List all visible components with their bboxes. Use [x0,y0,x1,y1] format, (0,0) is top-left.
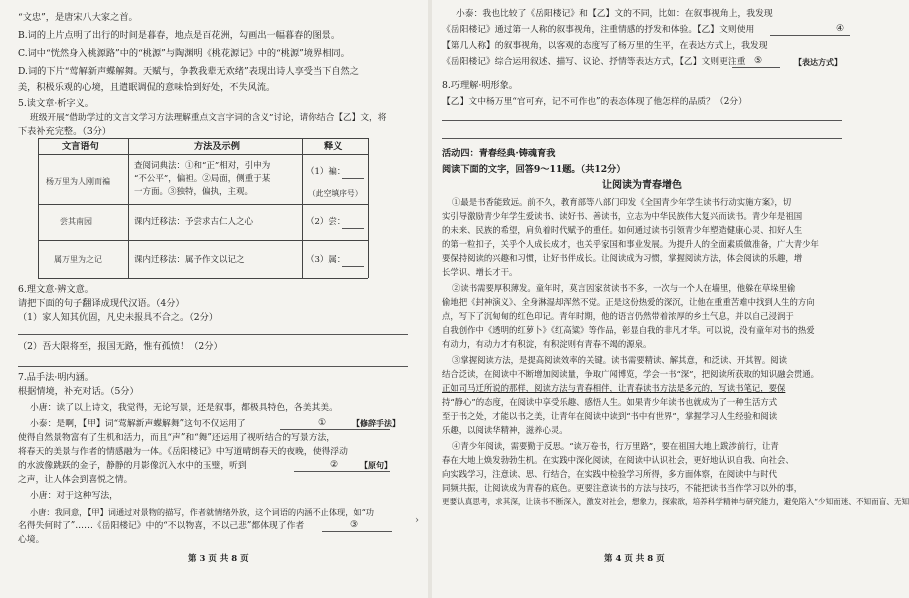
article-line: 要保持阅读的兴趣和习惯，让好书伴成长。让阅读成为习惯，掌握阅读方法，体会阅读的乐趣，增 [442,253,803,263]
article-line: 春在大地上焕发勃勃生机。在实践中深化阅读，在阅读中认识社会，更好地认识自我、向社会、 [442,455,794,465]
question-8-prompt: 【乙】文中杨万里“官可弃，记不可作也”的表态体现了他怎样的品质？（2分） [442,97,747,107]
option-c: C.词中“恍然身入桃源路”中的“桃源”与陶渊明《桃花源记》中的“桃源”境界相同。 [18,48,350,59]
question-7-title: 7.品手法·明内涵。 [18,372,94,383]
answer-line[interactable] [18,366,408,367]
question-5-title: 5.读文章·析字义。 [18,98,94,109]
dialog-line: 之声，让人体会到喜悦之情。 [18,475,133,485]
text-line: 【第几人称】的叙事视角，以客观的态度写了杨万里的生平，在表达方式上，我发现 [442,41,768,51]
text-line: 《岳阳楼记》综合运用叙述、描写、议论、抒情等表达方式，【乙】文则更注重 [442,57,746,67]
option-d: D.词的下片“莺解新声蝶解舞。天赋与，争教我辈无欢绪”表现出诗人享受当下自然之 [18,66,359,77]
table-header-phrase: 文言语句 [62,141,99,152]
article-line: 自我创作中《透明的红萝卜》《红高粱》等作品，彰显自我的非凡才华。可以说，没有童年对书的热爱 [442,325,815,335]
blank-2-number: ② [330,460,338,470]
text-line: 小泰：我也比较了《岳阳楼记》和【乙】文的不同，比如：在叙事视角上，我发现 [456,9,773,19]
question-7-prompt: 根据情境，补充对话。（5分） [18,386,139,397]
article-line: 有动力，有动力才有积淀，有积淀则有青春不竭的源泉。 [442,339,652,349]
fold-mark: › [415,515,419,526]
blank-1-hint: 【修辞手法】 [352,418,400,428]
article-line: 持“静心”的态度，在阅读中享受乐趣、感悟人生。如果青少年读书也就成为了一种生活方式 [442,397,778,407]
blank-1-number: ① [318,418,326,428]
page-footer: 第 3 页 共 8 页 [188,554,249,564]
question-6-item-1: （1）家人知其伉固，凡史未报具不合之。（2分） [18,312,219,323]
table-row-meaning: （1）褊： [306,167,346,177]
table-row-method: 课内迁移法：属予作文以记之 [134,255,245,265]
dialog-line: 的水波像跳跃的金子，静静的月影像沉入水中的玉璧，听到 [18,461,247,471]
table-row-phrase: 属万里为之记 [54,255,102,264]
article-line: 偷地把《封神演义》、全身淋湿却浑然不觉。正是这份热爱的深沉，让他在重重苦难中找到人生的方向 [442,297,815,307]
article-line: 至于书之处，才能以书之美，让青年在阅读中读到“书中有世界”，掌握学习人生经验和阅读 [442,411,778,421]
table-row-method: 查阅词典法：①和“正”相对，引申为 [134,161,271,171]
blank-4[interactable] [770,35,850,36]
article-line: 结合泛读，在阅读中不断增加阅读量，争取广闻博览，学会一书“深”，把阅读所获取的知识融会贯通。 [442,369,820,379]
article-line: 更要认真思考，求其深，让读书不断深入，激发对社会，想象力，探索欲，培养科学精神与研究能力，避免陷入“少知而迷、不知而盲、无知 [442,497,909,506]
text-line: “文忠”，是唐宋八大家之首。 [18,12,138,23]
answer-line[interactable] [18,334,408,335]
question-5-score: 下表补充完整。（3分） [18,126,112,137]
dialog-line: 心境。 [18,535,45,545]
table-row-phrase: 尝其南园 [60,217,92,226]
blank-1[interactable] [280,429,390,430]
page-4 [432,0,909,598]
dialog-line: 小唐：对于这种写法， [30,491,118,501]
article-line: 点，写下了沉甸甸的红色印记。青年时期，他的语言仍然带着浓厚的乡土气息，并以自己浸润于 [442,311,794,321]
question-6-title: 6.理文意·辨文意。 [18,284,94,295]
text-line: 《岳阳楼记》通过第一人称的叙事视角，注重情感的抒发和体验。【乙】文则使用 [442,25,755,35]
blank-5[interactable] [732,67,780,68]
question-5-prompt: 班级开展“借助学过的文言文学习方法理解重点文言字词的含义”讨论，请你结合【乙】文，将 [30,113,387,123]
dialog-line: 小唐：我同意，【甲】词通过对景物的描写，作者就情绪外放，这个词语的内涵不止体现，如“功 [30,507,374,517]
table-row-meaning: （3）属： [306,255,346,265]
table-row-meaning: （2）尝： [306,217,346,227]
article-title: 让阅读为青春增色 [602,180,682,191]
dialog-line: 使得自然景物富有了生机和活力，而且“声”和“舞”还运用了视听结合的写景方法， [18,433,336,443]
article-line: 实引导激励青少年学生爱读书、读好书、善读书，立志为中华民族伟大复兴而读书。青少年是祖国 [442,211,803,221]
article-line: ②读书需要厚积薄发。童年时，莫言因家贫读书不多，一次与一个人在墙里，他躲在草垛里偷 [452,283,796,293]
blank-3-number: ③ [350,520,358,530]
table-row-phrase: 杨万里为人刚而褊 [46,177,110,186]
article-line: ①最是书香能致远。前不久，教育部等八部门印发《全国青少年学生读书行动实施方案》，切 [452,197,792,207]
article-line: 向实践学习，注意读、思、行结合，在实践中检验学习所得，多方面体察，在阅读中与时代 [442,469,777,479]
dialog-line: 名得失何时了”……《岳阳楼记》中的“不以物喜，不以己悲”都体现了作者 [18,521,305,531]
answer-line[interactable] [442,138,842,139]
article-line: 的未来、民族的希望，肩负着时代赋予的重任。如何通过读书引领青少年塑造健康心灵、扣好人生 [442,225,803,235]
article-line: ③掌握阅读方法，是提高阅读效率的关键。读书需要精读、解其意，和泛读、开其智。阅读 [452,355,787,365]
table-row-method: “不公平”，偏袒。②局面，侧重于某 [134,174,271,184]
option-b: B.词的上片点明了出行的时间是暮春，地点是百花洲，勾画出一幅暮春的图景。 [18,30,341,41]
blank-5-number: ⑤ [754,56,762,66]
table-row-note: （此空填序号） [308,189,363,198]
page-3 [0,0,428,598]
table-row-method: 课内迁移法：予尝求古仁人之心 [134,217,254,227]
answer-line[interactable] [442,120,842,121]
blank-5-hint: 【表达方式】 [794,57,842,67]
activity-title: 活动四：青春经典·铸魂育我 [442,148,556,159]
question-6-prompt: 请把下面的句子翻译成现代汉语。（4分） [18,298,185,309]
page-footer: 第 4 页 共 8 页 [604,554,665,564]
article-line: 正如司马迁所说的那样，阅读方法与青春相伴，让青春读书方法是多元的，写读书笔记，要保 [442,383,786,393]
dialog-line: 将春天的美景与作者的情感融为一体。《岳阳楼记》中写道晴朗春天的夜晚，使得浮动 [18,447,348,457]
blank-3[interactable] [322,531,392,532]
article-line: ④青少年阅读，需要勤于反思。“读万卷书，行万里路”，要在祖国大地上跋涉前行，让青 [452,441,779,451]
dialog-line: 小唐：读了以上诗文，我觉得，无论写景，还是叙事，都极具特色，各美其美。 [30,403,338,413]
option-d-cont: 美，积极乐观的心境，且遣眠调侃的意味恰到好处，不失风流。 [18,82,276,93]
blank-2[interactable] [294,471,390,472]
table-header-method: 方法及示例 [194,141,240,152]
question-6-item-2: （2）吾大限将至，报国无路，惟有孤愤！（2分） [18,341,223,352]
article-line: 长学识、增长才干。 [442,267,518,277]
dialog-line: 小泰：是啊，【甲】词“莺解新声蝶解舞”这句不仅运用了 [30,419,246,429]
article-line: 的第一粒扣子，关乎个人成长成才，也关乎家国和事业发展。为提升人的全面素质做准备，广大青少年 [442,239,819,249]
question-8-title: 8.巧理解·明形象。 [442,80,518,91]
table-header-meaning: 释义 [324,141,343,152]
table-row-method: 一方面。③独特，偏执，主观。 [134,187,254,197]
blank-4-number: ④ [836,24,844,34]
article-line: 乐趣，以阅读华精神，滋养心灵。 [442,425,568,435]
article-line: 同频共振，让阅读成为青春的底色。更要注意读书的方法与技巧，不能把读书当作学习以外的事， [442,483,803,493]
reading-intro: 阅读下面的文字，回答9～11题。（共12分） [442,164,626,175]
blank-2-hint: 【原句】 [360,460,392,470]
